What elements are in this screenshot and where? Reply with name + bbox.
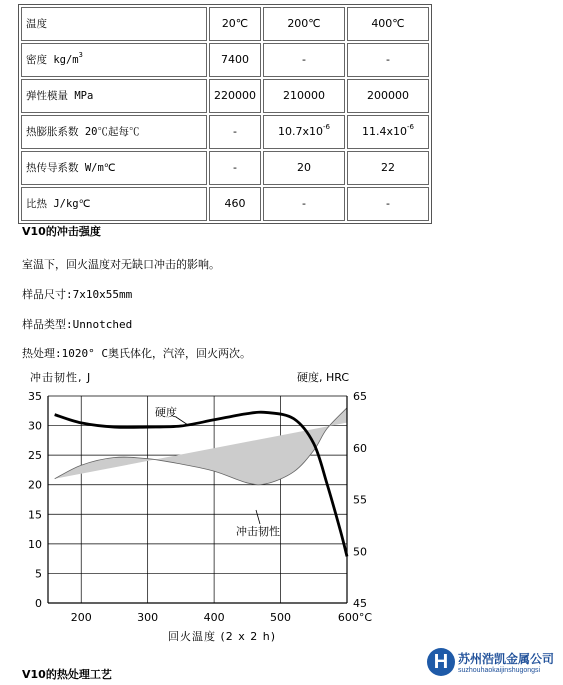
table-row bbox=[21, 187, 429, 221]
impact-description: 室温下，回火温度对无缺口冲击的影响。 bbox=[22, 258, 220, 271]
left-tick-label: 0 bbox=[35, 597, 42, 610]
header-cell: 20℃ bbox=[209, 7, 261, 41]
cell-200c: 20 bbox=[263, 151, 345, 185]
heat-treatment: 热处理:1020° C奥氏体化，汽淬，回火两次。 bbox=[22, 347, 251, 360]
left-tick-label: 20 bbox=[28, 478, 42, 492]
cell-200c: 210000 bbox=[263, 79, 345, 113]
cell-400c: $11.4x10^{-6}$ bbox=[347, 115, 429, 149]
cell-400c: 22 bbox=[347, 151, 429, 185]
left-tick-label: 10 bbox=[28, 537, 42, 551]
left-tick-label: 30 bbox=[28, 419, 42, 433]
table-row bbox=[21, 115, 429, 149]
cell-20c: 460 bbox=[209, 187, 261, 221]
header-cell: 温度 bbox=[21, 7, 207, 41]
impact-hardness-chart bbox=[0, 362, 400, 647]
x-tick-label: 400 bbox=[203, 611, 225, 624]
logo-h-icon: H bbox=[427, 648, 455, 676]
right-tick-label: 55 bbox=[353, 493, 367, 507]
cell-20c: 220000 bbox=[209, 79, 261, 113]
properties-table bbox=[18, 4, 432, 224]
header-cell: 400℃ bbox=[347, 7, 429, 41]
series-impact-band bbox=[55, 408, 347, 485]
logo-company-name: 苏州浩凯金属公司 bbox=[458, 652, 555, 666]
cell-20c: - bbox=[209, 151, 261, 185]
series-label-impact: 冲击韧性 bbox=[236, 525, 280, 538]
hardness-label-leader bbox=[176, 417, 188, 425]
logo-domain: suzhouhaokaijinshugongsi bbox=[458, 667, 541, 674]
row-label: 弹性模量 MPa bbox=[21, 79, 207, 113]
table-row bbox=[21, 43, 429, 77]
left-axis-title: 冲击韧性, J bbox=[30, 371, 92, 384]
sample-type: 样品类型:Unnotched bbox=[22, 318, 133, 331]
company-logo bbox=[427, 647, 557, 681]
series-label-hardness: 硬度 bbox=[155, 406, 177, 419]
table-header-row bbox=[21, 7, 429, 41]
cell-400c: - bbox=[347, 43, 429, 77]
impact-section-title: V10的冲击强度 bbox=[22, 225, 101, 238]
cell-200c: - bbox=[263, 43, 345, 77]
cell-200c: - bbox=[263, 187, 345, 221]
sample-size: 样品尺寸:7x10x55mm bbox=[22, 288, 133, 301]
table-row bbox=[21, 79, 429, 113]
right-axis-title: 硬度, HRC bbox=[297, 371, 350, 384]
right-tick-label: 50 bbox=[353, 545, 367, 559]
table-row bbox=[21, 151, 429, 185]
left-tick-label: 25 bbox=[28, 449, 42, 463]
left-tick-label: 15 bbox=[28, 508, 42, 522]
right-tick-label: 60 bbox=[353, 441, 367, 455]
right-tick-label: 45 bbox=[353, 597, 367, 610]
heat-treatment-section-title: V10的热处理工艺 bbox=[22, 668, 112, 681]
row-label: 密度 $kg/m^3$ bbox=[21, 43, 207, 77]
row-label: 热传导系数 W/m℃ bbox=[21, 151, 207, 185]
cell-20c: - bbox=[209, 115, 261, 149]
right-tick-label: 65 bbox=[353, 390, 367, 403]
left-tick-label: 5 bbox=[35, 567, 42, 581]
cell-200c: $10.7x10^{-6}$ bbox=[263, 115, 345, 149]
x-tick-label: 200 bbox=[70, 611, 92, 624]
impact-label-leader bbox=[256, 510, 260, 524]
cell-400c: - bbox=[347, 187, 429, 221]
row-label: 比热 J/kg℃ bbox=[21, 187, 207, 221]
cell-20c: 7400 bbox=[209, 43, 261, 77]
x-tick-label: 600°C bbox=[337, 611, 373, 624]
x-tick-label: 300 bbox=[137, 611, 159, 624]
x-axis-title: 回火温度 (2 x 2 h) bbox=[168, 630, 277, 643]
cell-400c: 200000 bbox=[347, 79, 429, 113]
header-cell: 200℃ bbox=[263, 7, 345, 41]
row-label: 热膨胀系数 20℃起每℃ bbox=[21, 115, 207, 149]
left-tick-label: 35 bbox=[28, 390, 42, 403]
x-tick-label: 500 bbox=[270, 611, 292, 624]
